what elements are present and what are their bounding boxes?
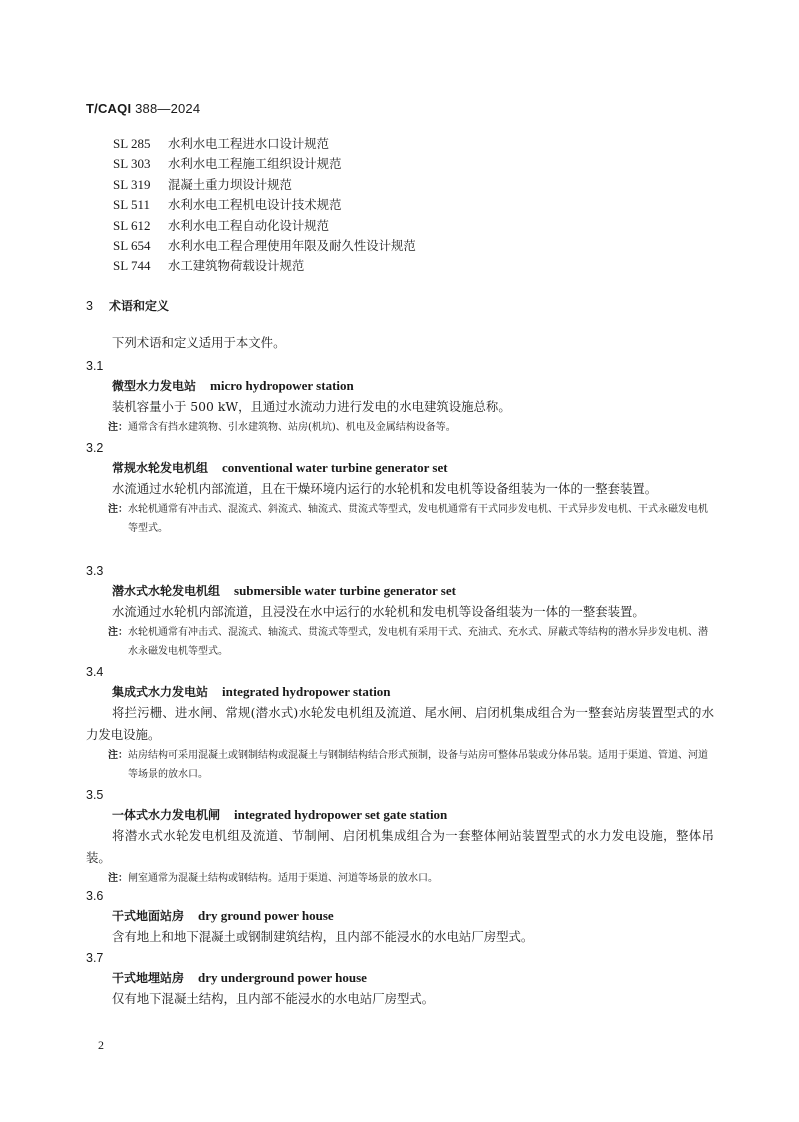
term-zh: 常规水轮发电机组 — [112, 461, 209, 475]
term-note — [86, 869, 714, 888]
term-number: 3.7 — [86, 951, 104, 965]
term-entry — [86, 663, 714, 784]
term-entry — [86, 562, 714, 661]
term-en: submersible water turbine generator set — [234, 583, 456, 598]
term-number: 3.6 — [86, 889, 104, 903]
note-text: 闸室通常为混凝土结构或钢结构。适用于渠道、河道等场景的放水口。 — [128, 873, 438, 884]
term-zh: 潜水式水轮发电机组 — [112, 584, 221, 598]
reference-code: SL 303 — [113, 156, 151, 172]
term-zh: 一体式水力发电机闸 — [112, 808, 221, 822]
reference-title: 水利水电工程进水口设计规范 — [168, 136, 330, 151]
term-definition: 装机容量小于 500 kW，且通过水流动力进行发电的水电建筑设施总称。 — [112, 399, 511, 414]
term-note — [86, 746, 714, 784]
term-zh: 干式地埋站房 — [112, 971, 185, 985]
term-title — [86, 905, 714, 926]
term-definition: 将拦污栅、进水闸、常规(潜水式)水轮发电机组及流道、尾水闸、启闭机集成组合为一整套站房装置型式的水力发电设施。 — [86, 705, 714, 742]
term-en: dry ground power house — [198, 908, 334, 923]
term-title — [86, 681, 714, 702]
term-en: micro hydropower station — [210, 378, 354, 393]
standard-number: 388—2024 — [135, 101, 201, 116]
section-intro: 下列术语和定义适用于本文件。 — [112, 335, 286, 350]
term-zh: 干式地面站房 — [112, 909, 185, 923]
term-en: integrated hydropower station — [222, 684, 391, 699]
term-definition: 仅有地下混凝土结构，且内部不能浸水的水电站厂房型式。 — [112, 991, 435, 1006]
term-entry — [86, 949, 714, 1010]
term-en: conventional water turbine generator set — [222, 460, 448, 475]
reference-list — [113, 134, 416, 277]
note-text: 站房结构可采用混凝土或钢制结构或混凝土与钢制结构结合形式预制，设备与站房可整体吊装或分体吊装。适用于渠道、管道、河道等场景的放水口。 — [128, 750, 708, 780]
term-definition: 水流通过水轮机内部流道，且在干燥环境内运行的水轮机和发电机等设备组装为一体的一整套装置。 — [112, 481, 658, 496]
reference-code: SL 319 — [113, 176, 151, 192]
reference-title: 水利水电工程机电设计技术规范 — [168, 197, 342, 213]
standard-org: T/CAQI — [86, 101, 132, 116]
note-text: 水轮机通常有冲击式、混流式、轴流式、贯流式等型式，发电机有采用干式、充油式、充水式、屏蔽式等结构的潜水异步发电机、潜水永磁发电机等型式。 — [128, 627, 708, 657]
reference-item — [113, 134, 416, 154]
reference-code: SL 285 — [113, 136, 151, 151]
term-title — [86, 457, 714, 478]
reference-title: 水利水电工程施工组织设计规范 — [168, 156, 342, 172]
term-number: 3.3 — [86, 564, 104, 578]
section-number: 3 — [86, 299, 93, 313]
reference-title: 水利水电工程自动化设计规范 — [168, 217, 330, 233]
term-entry — [86, 439, 714, 538]
term-note — [86, 418, 714, 437]
term-zh: 集成式水力发电站 — [112, 685, 209, 699]
reference-code: SL 511 — [113, 197, 150, 213]
term-zh: 微型水力发电站 — [112, 379, 197, 393]
term-definition: 将潜水式水轮发电机组及流道、节制闸、启闭机集成组合为一套整体闸站装置型式的水力发电设施，整体吊装。 — [86, 828, 714, 865]
term-definition: 含有地上和地下混凝土或钢制建筑结构，且内部不能浸水的水电站厂房型式。 — [112, 929, 534, 944]
note-label: 注： — [108, 873, 128, 884]
note-label: 注： — [108, 422, 128, 433]
reference-title: 水工建筑物荷载设计规范 — [168, 258, 305, 274]
term-entry — [86, 357, 714, 437]
term-number: 3.1 — [86, 359, 104, 373]
section-title: 术语和定义 — [108, 299, 169, 313]
note-label: 注： — [108, 750, 128, 761]
term-en: dry underground power house — [198, 970, 367, 985]
reference-item — [113, 256, 416, 276]
reference-code: SL 744 — [113, 258, 151, 274]
reference-item — [113, 175, 416, 195]
document-header — [86, 101, 200, 116]
reference-item — [113, 154, 416, 174]
note-text: 水轮机通常有冲击式、混流式、斜流式、轴流式、贯流式等型式，发电机通常有干式同步发电机、干式异步发电机、干式永磁发电机等型式。 — [128, 504, 708, 534]
term-note — [86, 623, 714, 661]
term-en: integrated hydropower set gate station — [234, 807, 448, 822]
reference-item — [113, 236, 416, 256]
page-number: 2 — [98, 1038, 104, 1052]
term-definition: 水流通过水轮机内部流道，且浸没在水中运行的水轮机和发电机等设备组装为一体的一整套装置。 — [112, 604, 645, 619]
note-text: 通常含有挡水建筑物、引水建筑物、站房(机坑)、机电及金属结构设备等。 — [128, 422, 456, 433]
term-number: 3.2 — [86, 441, 104, 455]
term-note — [86, 500, 714, 538]
reference-title: 混凝土重力坝设计规范 — [168, 176, 292, 192]
reference-title: 水利水电工程合理使用年限及耐久性设计规范 — [168, 237, 416, 253]
term-entry — [86, 786, 714, 888]
section-heading — [86, 297, 169, 314]
term-title — [86, 375, 714, 396]
reference-code: SL 654 — [113, 237, 151, 253]
note-label: 注： — [108, 627, 128, 638]
term-title — [86, 967, 714, 988]
term-number: 3.4 — [86, 665, 104, 679]
term-title — [86, 804, 714, 825]
reference-item — [113, 216, 416, 236]
term-number: 3.5 — [86, 788, 104, 802]
reference-code: SL 612 — [113, 217, 151, 233]
term-title — [86, 580, 714, 601]
term-entry — [86, 887, 714, 948]
reference-item — [113, 195, 416, 215]
note-label: 注： — [108, 504, 128, 515]
